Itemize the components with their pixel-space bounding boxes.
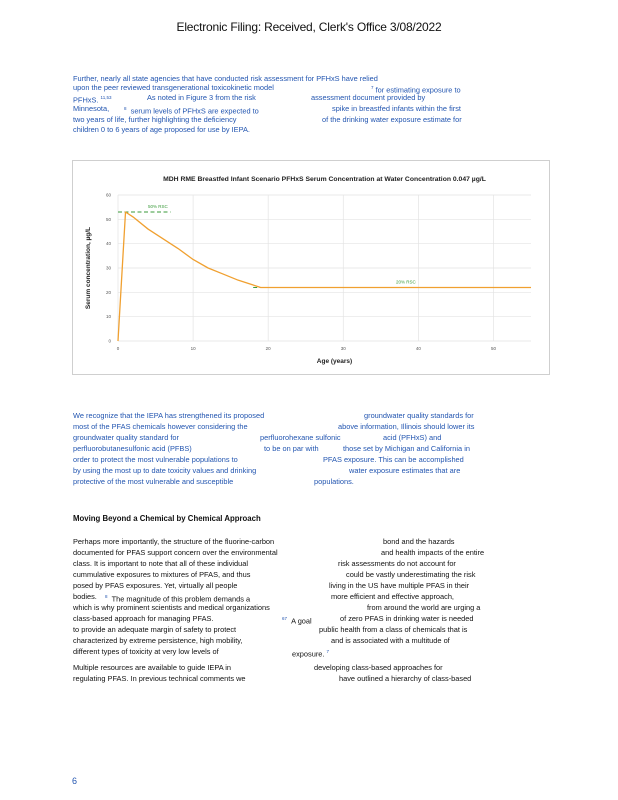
citation-superscript: 8 — [105, 594, 108, 599]
text-line: $^8$ The magnitude of this problem demands a — [105, 594, 251, 604]
text-line: above information, Illinois should lower its — [338, 422, 475, 431]
text-line: upon the peer reviewed transgenerational toxicokinetic model — [73, 83, 274, 92]
y-tick-label: 10 — [105, 314, 111, 320]
y-tick-label: 0 — [108, 338, 111, 344]
section-heading: Moving Beyond a Chemical by Chemical Approach — [73, 514, 261, 523]
citation-superscript: 67 — [282, 616, 288, 621]
text-line: exposure. $^7$ — [292, 649, 330, 659]
text-line: to be on par with — [264, 444, 319, 453]
text-line: $^{67}$ A goal — [282, 616, 312, 626]
text-line: groundwater quality standard for — [73, 433, 179, 442]
series-line — [118, 212, 531, 341]
text-line: class-based approach for managing PFAS. — [73, 614, 214, 623]
text-line: populations. — [314, 477, 354, 486]
text-line: $^7$ for estimating exposure to — [371, 85, 461, 95]
text-line: which is why prominent scientists and medical organizations — [73, 603, 270, 612]
text-line: cummulative exposures to mixtures of PFAS, and thus — [73, 570, 251, 579]
figure-chart — [72, 160, 550, 375]
text-line: PFAS exposure. This can be accomplished — [323, 455, 464, 464]
citation-superscript: 8 — [124, 106, 127, 111]
text-line: order to protect the most vulnerable populations to — [73, 455, 238, 464]
citation-superscript: 7 — [371, 85, 374, 90]
y-axis-label: Serum concentration, µg/L — [85, 226, 92, 310]
y-tick-label: 60 — [105, 192, 111, 198]
text-line: bond and the hazards — [383, 537, 455, 546]
y-tick-label: 20 — [105, 289, 111, 295]
text-line: risk assessments do not account for — [338, 559, 456, 568]
text-line: Further, nearly all state agencies that have conducted risk assessment for PFHxS have relied — [73, 74, 378, 83]
text-line: perfluorohexane sulfonic — [260, 433, 341, 442]
text-line: developing class-based approaches for — [314, 663, 443, 672]
page-number: 6 — [72, 776, 78, 786]
y-tick-label: 50 — [105, 216, 111, 222]
text-line: regulating PFAS. In previous technical comments we — [73, 674, 246, 683]
x-tick-label: 40 — [415, 346, 421, 351]
x-tick-label: 0 — [116, 346, 120, 351]
text-line: groundwater quality standards for — [364, 411, 474, 420]
text-line: documented for PFAS support concern over the environmental — [73, 548, 278, 557]
text-line: PFHxS. $^{11,53}$ — [73, 95, 112, 105]
text-line: most of the PFAS chemicals however considering the — [73, 422, 248, 431]
y-tick-label: 40 — [105, 241, 111, 247]
text-line: different types of toxicity at very low levels of — [73, 647, 219, 656]
text-line: children 0 to 6 years of age proposed for use by IEPA. — [73, 125, 250, 134]
text-line: of the drinking water exposure estimate for — [322, 115, 462, 124]
x-tick-label: 10 — [190, 346, 196, 351]
x-tick-label: 30 — [340, 346, 346, 351]
citation-superscript: 7 — [326, 649, 330, 654]
chart-svg — [73, 161, 549, 374]
text-line: We recognize that the IEPA has strengthened its proposed — [73, 411, 265, 420]
text-line: from around the world are urging a — [367, 603, 481, 612]
text-line: to provide an adequate margin of safety to protect — [73, 625, 237, 634]
text-line: bodies. — [73, 592, 97, 601]
text-line: assessment document provided by — [311, 93, 426, 102]
text-line: could be vastly underestimating the risk — [346, 570, 476, 579]
text-line: two years of life, further highlighting the deficiency — [73, 115, 237, 124]
text-line: characterized by extreme persistence, high mobility, — [73, 636, 243, 645]
text-line: of zero PFAS in drinking water is needed — [340, 614, 474, 623]
text-line: perfluorobutanesulfonic acid (PFBS) — [73, 444, 192, 453]
text-line: have outlined a hierarchy of class-based — [339, 674, 472, 683]
x-axis-label: Age (years) — [316, 358, 353, 365]
text-line: acid (PFHxS) and — [383, 433, 442, 442]
text-line: by using the most up to date toxicity values and drinking — [73, 466, 257, 475]
chart-title: MDH RME Breastfed Infant Scenario PFHxS Serum Concentration at Water Concentration 0.047 µg/L — [163, 176, 486, 183]
text-line: water exposure estimates that are — [349, 466, 461, 475]
text-line: public health from a class of chemicals that is — [319, 625, 468, 634]
text-line: spike in breastfed infants within the first — [332, 104, 461, 113]
text-line: $^8$ serum levels of PFHxS are expected to — [124, 106, 259, 116]
text-line: protective of the most vulnerable and susceptible — [73, 477, 234, 486]
text-line: and health impacts of the entire — [381, 548, 485, 557]
text-line: posed by PFAS exposures. Yet, virtually all people — [73, 581, 238, 590]
text-line: and is associated with a multitude of — [331, 636, 450, 645]
citation-superscript: 11,53 — [100, 95, 112, 100]
text-line: those set by Michigan and California in — [343, 444, 470, 453]
x-tick-label: 20 — [265, 346, 271, 351]
text-line: class. It is important to note that all of these individual — [73, 559, 249, 568]
reference-line-label: 50% RSC — [148, 204, 168, 210]
text-line: Perhaps more importantly, the structure of the fluorine-carbon — [73, 537, 275, 546]
text-line: As noted in Figure 3 from the risk — [147, 93, 256, 102]
reference-line-label: 20% RSC — [396, 279, 416, 285]
x-tick-label: 50 — [490, 346, 496, 351]
y-tick-label: 30 — [105, 265, 111, 271]
text-line: living in the US have multiple PFAS in their — [329, 581, 470, 590]
filing-header: Electronic Filing: Received, Clerk's Office 3/08/2022 — [176, 20, 442, 34]
text-line: Multiple resources are available to guide IEPA in — [73, 663, 232, 672]
text-line: more efficient and effective approach, — [331, 592, 454, 601]
text-line: Minnesota, — [73, 104, 110, 113]
